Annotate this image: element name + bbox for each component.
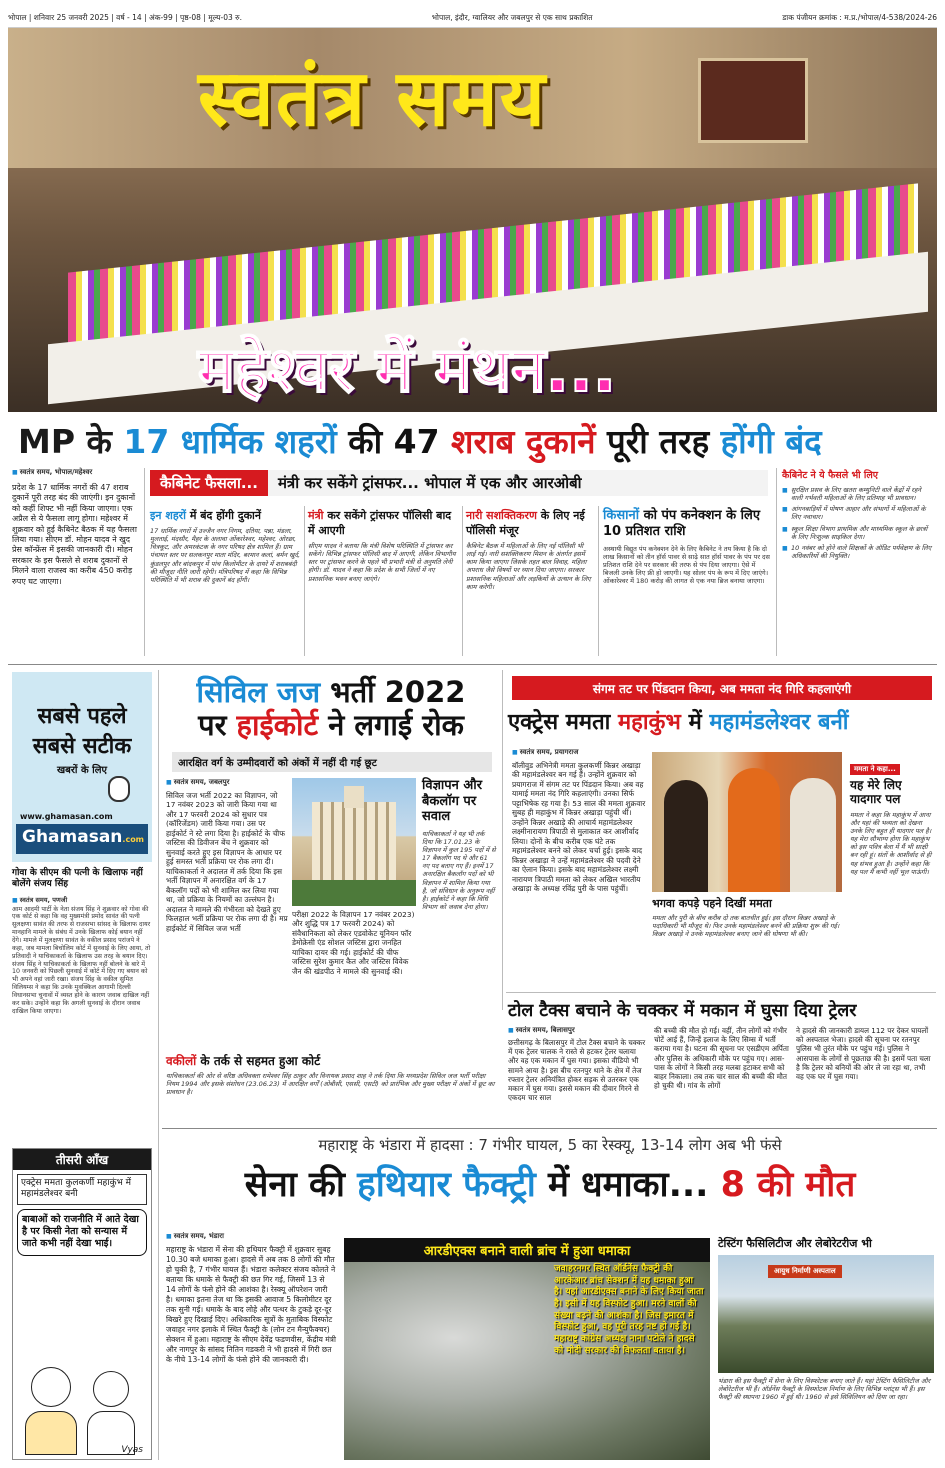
judge-headline bbox=[166, 676, 496, 743]
mamta-side-title: यह मेरे लिए यादगार पल bbox=[850, 778, 902, 807]
toll-body-1: छत्तीसगढ़ के बिलासपुर में टोल टैक्स बचाने के चक्कर में एक ट्रेलर चालक ने रास्ते से हटकर ट्रेलर चलाया और वह एक मकान में घुस गया। इसका वीडियो भी सामने आया है। इस बीच रतनपुर थाने के क्षेत्र में तेज रफ्तार ट्रेलर अनियंत्रित होकर सड़क से उतरकर एक मकान में घुस गया। इससे मकान की दीवार गिरने से एकदम चार साल bbox=[508, 1038, 646, 1103]
mamta-side-tag: ममता ने कहा... bbox=[850, 764, 900, 775]
blast-side-title: टेस्टिंग फैसिलिटीज और लेबोरेटरीज भी bbox=[718, 1237, 872, 1250]
cartoon-signature: Vyas bbox=[121, 1445, 143, 1455]
lead-byline: ■ स्वतंत्र समय, भोपाल/महेश्वर bbox=[12, 468, 140, 477]
ad-line-1: सबसे पहले bbox=[37, 704, 127, 729]
cartoon-caption: एक्ट्रेस ममता कुलकर्णी महाकुंभ में महामंडलेश्वर बनी bbox=[17, 1174, 147, 1205]
judge-sidebar bbox=[422, 778, 496, 911]
judge-h2-accent: हाईकोर्ट bbox=[236, 708, 319, 743]
judge-byline: ■ स्वतंत्र समय, जबलपुर bbox=[166, 778, 288, 787]
cartoon-figure-2 bbox=[93, 1371, 129, 1407]
mamta-figure-3 bbox=[790, 778, 836, 892]
box-title-rest: में बंद होंगी दुकानें bbox=[186, 509, 262, 522]
toll-col-1 bbox=[508, 1026, 648, 1103]
ad-line-2: सबसे सटीक bbox=[32, 734, 132, 759]
judge-h2-rest: ने लगाई रोक bbox=[318, 708, 464, 743]
box-title bbox=[466, 508, 594, 538]
masthead-registration: डाक पंजीयन क्रमांक : म.प्र./भोपाल/4-538/2024-26 bbox=[782, 12, 937, 22]
divider bbox=[776, 468, 777, 656]
masthead-editions: भोपाल, इंदौर, ग्वालियर और जबलपुर से एक साथ प्रकाशित bbox=[431, 12, 593, 22]
ad-brand bbox=[16, 824, 148, 854]
judge-side-title: विज्ञापन और बैकलॉग पर सवाल bbox=[422, 778, 483, 825]
divider bbox=[598, 506, 599, 656]
cabinet-strip-text: मंत्री कर सकेंगे ट्रांसफर... भोपाल में एक और आरओबी bbox=[277, 474, 582, 492]
cabinet-side bbox=[782, 468, 934, 563]
blast-sidebar bbox=[718, 1236, 934, 1401]
lead-photo bbox=[8, 28, 937, 412]
mamta-byline: ■ स्वतंत्र समय, प्रयागराज bbox=[512, 748, 646, 757]
box-title bbox=[603, 508, 771, 541]
highcourt-building bbox=[312, 802, 396, 882]
cabinet-box-transfer bbox=[308, 508, 458, 583]
judge-h1-rest: भर्ती 2022 bbox=[320, 675, 466, 709]
masthead-logo: स्वतंत्र समय bbox=[198, 53, 547, 144]
mamta-h-a: एक्ट्रेस ममता bbox=[508, 710, 618, 735]
toll-body-2: की बच्ची की मौत हो गई। वहीं, तीन लोगों को गंभीर चोटें आई हैं, जिन्हें इलाज के लिए सिम्स में भर्ती कराया गया है। घटना की सूचना पर एसडीएम अर्पिता और पुलिस के अधिकारी मौके पर पहुंच गए। आस-पास के लोगों ने किसी तरह मलबा हटाकर सभी को बाहर निकाला। तब तक चार साल की बच्ची की मौत हो चुकी थी। गांव के लोगों bbox=[654, 1026, 789, 1091]
box-title bbox=[150, 508, 300, 523]
goa-headline: गोवा के सीएम की पत्नी के खिलाफ नहीं बोलेंगे संजय सिंह bbox=[12, 868, 143, 890]
headline-part-2: 17 धार्मिक शहरों bbox=[123, 422, 337, 461]
box-body: अस्थायी विद्युत पंप कनेक्शन देने के लिए कैबिनेट ने तय किया है कि दो लाख किसानों को तीन हॉर्स पावर से साढ़े सात हॉर्स पावर के पंप पर दस प्रतिशत राशि देने पर सरकार की तरफ से पंप दिया जाएगा। ऐसे में बिजली उनके लिए फ्री हो जाएगी। यह सोलर पंप के रूप में दिए जाएंगे। ओंकारेश्वर में 180 करोड़ की लागत से एक नया ब्रिज बनाया जाएगा। bbox=[603, 544, 770, 585]
headline-part-3: की 47 bbox=[336, 422, 452, 461]
toll-headline: टोल टैक्स बचाने के चक्कर में मकान में घुसा दिया ट्रेलर bbox=[508, 1001, 857, 1021]
lawyer-title bbox=[166, 1052, 496, 1069]
blast-story bbox=[166, 1232, 336, 1365]
box-body: सीएम यादव ने बताया कि मंत्री विशेष परिस्थिति में ट्रांसफर कर सकेंगे। विभिन्न ट्रांसफर पॉलिसी बाद में आएगी, लेकिन विभागीय स्तर पर ट्रांसफर करने के पहले भी प्रभारी मंत्री से अनुमति लेनी होगी। डॉ. यादव ने कहा कि प्रदेश के सभी जिलों में नए प्रशासनिक भवन बनाए जाएंगे। bbox=[308, 542, 456, 583]
cartoon-tag: तीसरी आँख bbox=[13, 1149, 151, 1170]
lead-story bbox=[12, 468, 140, 587]
blast-photo-title: आरडीएक्स बनाने वाली ब्रांच में हुआ धमाका bbox=[344, 1238, 710, 1262]
list-item: ■ आंगनबाड़ियों में पोषण आहार और संभागों में महिलाओं के लिए नवाचार। bbox=[782, 505, 934, 521]
ad-url: www.ghamasan.com bbox=[20, 812, 113, 821]
headline-part-6: होंगी बंद bbox=[720, 422, 822, 461]
hospital-sign: आयुध निर्माणी अस्पताल bbox=[768, 1265, 842, 1278]
judge-side-body: याचिकाकर्ता ने यह भी तर्क दिया कि 17.01.23 के विज्ञापन में कुल 195 पदों में से 17 बैकलॉग पद थे और 61 नए पद बताए गए हैं। इनमें 17 अनारक्षित बैकलॉग पदों को भी विज्ञापन में शामिल किया गया है, जो संविधान के अनुरूप नहीं है। हाईकोर्ट ने कहा कि विधि विभाग को जवाब देना होगा। bbox=[422, 829, 496, 911]
list-item: ■ स्कूल शिक्षा विभाग प्राथमिक और माध्यमिक स्कूल के छात्रों के लिए निःशुल्क साइकिल देगा। bbox=[782, 525, 934, 541]
blast-h-b: हथियार फैक्ट्री bbox=[357, 1165, 536, 1205]
box-body: कैबिनेट बैठक में महिलाओं के लिए नई पॉलिसी भी लाई गई। नारी सशक्तिकरण मिशन के अंतर्गत इसमें काम किया जाएगा जिसके तहत बाल विवाह, महिला अपराध जैसे विषयों पर ध्यान दिया जाएगा। सरकार प्रशासनिक महिलाओं और लड़कियों के उत्थान के लिए काम करेगी। bbox=[466, 542, 591, 591]
judge-h2 bbox=[166, 709, 496, 742]
photo-screen bbox=[698, 58, 808, 143]
box-body: 17 धार्मिक नगरों में उज्जैन नगर निगम, दतिया, पन्ना, मंडला, मुलताई, मंदसौर, मैहर के अलावा ओंकारेश्वर, महेश्वर, ओरछा, चित्रकूट, और अमरकंटक के नगर परिषद क्षेत्र शामिल हैं। ग्राम पंचायत स्तर पर सलकनपुर माता मंदिर, बरमान कलां, बर्मन खुर्द, कुंडलपुर और बांदकपुर में पांच किलोमीटर के दायरे में शराबबंदी की मौजूदा नीति जारी रहेगी। मंत्रिपरिषद में कहा कि विभिन्न परिस्थिति में भी शराब की दुकानें बंद होंगी। bbox=[150, 527, 301, 584]
box-title-accent: मंत्री bbox=[308, 509, 324, 522]
section-divider bbox=[162, 1128, 937, 1129]
blast-h-c: में धमाका... bbox=[535, 1165, 721, 1205]
list-item: ■ 10 नवंबर को होने वाले शिक्षकों के ऑडिट पर्यवेक्षण के लिए अधिकारियों की नियुक्ति। bbox=[782, 544, 934, 560]
lawyer-title-rest: के तर्क से सहमत हुआ कोर्ट bbox=[196, 1054, 321, 1068]
box-title-accent: किसानों bbox=[603, 508, 640, 523]
lead-headline bbox=[18, 418, 938, 463]
mamta-figure-2 bbox=[728, 768, 780, 892]
toll-col-3 bbox=[796, 1026, 934, 1081]
ordnance-hospital-photo bbox=[718, 1255, 934, 1373]
cartoon-figure-1 bbox=[31, 1367, 71, 1407]
blast-photo bbox=[344, 1238, 710, 1460]
cabinet-strip bbox=[150, 470, 768, 496]
blast-byline: ■ स्वतंत्र समय, भंडारा bbox=[166, 1232, 336, 1241]
cabinet-side-title: कैबिनेट ने ये फैसले भी लिए bbox=[782, 470, 879, 481]
judge-story bbox=[166, 778, 288, 933]
mamta-side-body: ममता ने कहा कि महाकुंभ में आना और यहां की भव्यता को देखना उनके लिए बहुत ही यादगार पल है। यह मेरा सौभाग्य होगा कि महाकुंभ को इस पवित्र बेला में मैं भी साक्षी बन रही हूं। संतों के आशीर्वाद से ही यह संभव हुआ है। उन्होंने कहा कि यह पल मैं कभी नहीं भूल पाऊंगी। bbox=[850, 810, 932, 876]
headline-part-5: पूरी तरह bbox=[595, 422, 721, 461]
lead-body: प्रदेश के 17 धार्मिक नगरों की 47 शराब दुकानें पूरी तरह बंद की जाएंगी। इन दुकानों को कहीं शिफ्ट भी नहीं किया जाएगा। एक अप्रैल से ये फैसला लागू होगा। महेश्वर में शुक्रवार को हुई कैबिनेट बैठक में यह फैसला लिया गया। सीएम डॉ. मोहन यादव ने खुद प्रेस कॉन्फ्रेंस में इसकी जानकारी दी। मोहन सरकार के इस फैसले से शराब दुकानों से मिलने वाला राजस्व का करीब 450 करोड़ रुपए घट जाएगा। bbox=[12, 483, 137, 586]
cartoon bbox=[12, 1148, 152, 1460]
goa-story bbox=[12, 868, 152, 1016]
masthead-date: भोपाल | शनिवार 25 जनवरी 2025 | वर्ष - 14 | अंक-99 | पृष्ठ-08 | मूल्य-03 रु. bbox=[8, 12, 243, 22]
box-title bbox=[308, 508, 458, 538]
blast-overlay: जवाहरनगर स्थित ऑर्डनेंस फैक्ट्री की आरकेआर ब्रांच सेक्शन में यह धमाका हुआ है। यहां आरडीएक्स बनाने के लिए किया जाता है। इसी में यह विस्फोट हुआ। मरने वालों की संख्या बढ़ने की आशंका है। जिस इमारत में विस्फोट हुआ, वह पूरी तरह नष्ट हो गई है। महाराष्ट्र कांग्रेस अध्यक्ष नाना पटोले ने हादसे को मोदी सरकार की विफलता बताया है। bbox=[554, 1264, 704, 1356]
judge-story-2 bbox=[292, 910, 416, 976]
box-title-rest: के लिए नई पॉलिसी मंजूर bbox=[466, 509, 585, 537]
divider bbox=[502, 670, 503, 1010]
blast-h-a: सेना की bbox=[244, 1165, 358, 1205]
cabinet-box-farmers bbox=[603, 508, 771, 585]
mamta-sidebar bbox=[850, 756, 934, 876]
goa-body: आम आदमी पार्टी के नेता संजय सिंह ने शुक्रवार को गोवा की एक कोर्ट से कहा कि वह मुख्यमंत्री प्रमोद सावंत की पत्नी सुलक्षणा सावंत की तरफ से राजसभा सांसद के खिलाफ दायर मानहानि मामले के संबंध में उनके खिलाफ कोई बयान नहीं देंगे। मामले में मुलक्षणा सावंत के वकील प्रसाद परांजपे ने कहा, जब मामला बिचोलिम कोर्ट में सुनवाई के लिए आया, तो प्रतिवादी ने याचिकाकर्ता के खिलाफ उस तरह के बयान दिए। संजय सिंह ने याचिकाकर्ता के खिलाफ नहीं बोलने के बारे में 10 जनवरी को पिछली सुनवाई में कोर्ट में दिए गए बयान को भी अपने वहां जारी रखा। संजय सिंह के वकील सुमित विलियम्स ने कहा कि उनके मुवक्किल आगामी दिल्ली विधानसभा चुनावों में व्यस्त होने के कारण जवाब दाखिल नहीं कर सके। उन्होंने कहा कि अगली सुनवाई के दौरान जवाब दाखिल किया जाएगा। bbox=[12, 905, 151, 1015]
blast-body: महाराष्ट्र के भंडारा में सेना की हथियार फैक्ट्री में शुक्रवार सुबह 10.30 बजे धमाका हुआ। हादसे में अब तक 8 लोगों की मौत हो चुकी है, 7 गंभीर घायल हैं। भंडारा कलेक्टर संजय कोलते ने बताया कि धमाके से फैक्ट्री की छत गिर गई, जिसमें 13 से 14 लोगों के फंसे होने की आशंका है। रेस्क्यू ऑपरेशन जारी है। धमाका इतना तेज था कि इसकी आवाज 5 किलोमीटर दूर तक सुनी गई। धमाके के बाद लोहे और पत्थर के टुकड़े दूर-दूर बिखरे हुए दिखाई दिए। अधिकारिक सूत्रों के मुताबिक विस्फोट जवाहर नगर इलाके में स्थित फैक्ट्री के (लोन टन मैन्युफैक्चर) सेक्शन में हुआ। महाराष्ट्र के सीएम देवेंद्र फडणवीस, केंद्रीय मंत्री और नागपुर के सांसद नितिन गडकरी ने भी हादसे में गिरी छत के नीचे 13-14 लोगों के फंसे होने की जानकारी दी। bbox=[166, 1245, 336, 1365]
ghamasan-ad bbox=[12, 672, 152, 862]
lawyer-title-accent: वकीलों bbox=[166, 1054, 197, 1068]
mamta-caption-title: भगवा कपड़े पहने दिखीं ममता bbox=[652, 897, 772, 910]
cabinet-side-list bbox=[782, 486, 934, 560]
mamta-h-d: महामंडलेश्वर बनीं bbox=[709, 710, 849, 735]
divider bbox=[144, 468, 145, 656]
highcourt-photo bbox=[292, 778, 416, 906]
box-title-rest: कर सकेंगे ट्रांसफर पॉलिसी बाद में आएगी bbox=[308, 509, 452, 537]
blast-side-body: भंडारा की इस फैक्ट्री में सेना के लिए विस्फोटक बनाए जाते हैं। यहां टेस्टिंग फैसिलिटीज और लेबोरेटरीज भी हैं। ऑर्डनेंस फैक्ट्री के विस्फोटक निर्माण के लिए विभिन्न प्लांट्स भी हैं। इस फैक्ट्री की स्थापना 1960 में हुई थी। 1960 से इसे सिविलियन को दिया जा रहा। bbox=[718, 1377, 931, 1402]
mamta-caption-body: ममता और पुरी के बीच करीब दो तक बातचीत हुई। इस दौरान किन्नर अखाड़े के पदाधिकारी भी मौजूद थे। फिर उनके महामंडलेश्वर बनने की प्रक्रिया शुरू की गई। किन्नर अखाड़े ने उनके महामंडलेश्वर बनाए जाने की घोषणा भी की। bbox=[652, 914, 840, 939]
section-divider bbox=[506, 992, 936, 993]
ad-brand-name: Ghamasan bbox=[22, 827, 123, 847]
judge-body: सिविल जज भर्ती 2022 का विज्ञापन, जो 17 नवंबर 2023 को जारी किया गया था और 17 फरवरी 2024 को सुधार पत्र (कॉरिजेंडम) जारी किया गया। उस पर हाईकोर्ट ने स्टे लगा दिया है। हाईकोर्ट के चीफ जस्टिस की डिवीजन बेंच ने शुक्रवार को सुनवाई करते हुए इस विज्ञापन के आधार पर हुई समस्त भर्ती प्रक्रिया पर रोक लगा दी। याचिकाकर्ता ने अदालत में तर्क दिया कि इस भर्ती विज्ञापन में अनारक्षित वर्ग के 17 बैकलॉग पदों को भी शामिल कर लिया गया था, जो प्रक्रिया के नियमों का उल्लंघन है। अदालत ने मामले की गंभीरता को देखते हुए फिलहाल भर्ती प्रक्रिया पर रोक लगा दी है। मप्र हाईकोर्ट में सिविल जज भर्ती bbox=[166, 791, 288, 933]
section-divider bbox=[8, 664, 937, 665]
mamta-photo-caption bbox=[652, 896, 842, 938]
mamta-headline bbox=[508, 706, 938, 736]
ad-brand-sub: .com bbox=[122, 835, 145, 844]
judge-h2-a: पर bbox=[198, 708, 237, 743]
divider bbox=[158, 670, 159, 1460]
headline-part-1: MP के bbox=[18, 422, 124, 461]
judge-subhead: आरक्षित वर्ग के उम्मीदवारों को अंकों में नहीं दी गई छूट bbox=[172, 752, 492, 772]
goa-byline: ■ स्वतंत्र समय, पणजी bbox=[12, 895, 152, 904]
cabinet-tag: कैबिनेट फैसला... bbox=[150, 470, 268, 496]
toll-col-2 bbox=[654, 1026, 790, 1091]
cabinet-box-cities bbox=[150, 508, 300, 584]
lead-banner: महेश्वर में मंथन... bbox=[198, 333, 617, 406]
divider bbox=[462, 506, 463, 656]
highcourt-tower bbox=[344, 786, 364, 808]
list-item: ■ सुरक्षित प्रसव के लिए खतरा कम्युनिटी वाले केंद्रों में रहने वाली गर्भवती महिलाओं के लिए प्रतिमाह भी प्रावधान। bbox=[782, 486, 934, 502]
cabinet-box-women bbox=[466, 508, 594, 591]
judge-h1-accent: सिविल जज bbox=[196, 675, 321, 709]
headline-part-4: शराब दुकानें bbox=[451, 422, 596, 461]
highcourt-trees bbox=[292, 880, 416, 906]
mamta-h-b: महाकुंभ bbox=[618, 710, 681, 735]
box-title-rest: को पंप कनेक्शन के लिए 10 प्रतिशत राशि bbox=[603, 508, 761, 540]
cartoon-bubble: बाबाओं को राजनीति में आते देखा है पर किसी नेता को सन्यास में जाते कभी नहीं देखा भाई। bbox=[17, 1209, 147, 1256]
lawyer-box bbox=[166, 1052, 496, 1096]
masthead-strip bbox=[8, 8, 937, 28]
mamta-strip: संगम तट पर पिंडदान किया, अब ममता नंद गिरि कहलाएंगी bbox=[512, 676, 932, 700]
mamta-story bbox=[512, 748, 646, 894]
blast-headline bbox=[164, 1160, 936, 1207]
judge-h1 bbox=[166, 676, 496, 709]
judge-body-2: परीक्षा 2022 के विज्ञापन 17 नवंबर 2023) और शुद्धि पत्र 17 फरवरी 2024) को संवैधानिकता को लेकर एडवोकेट यूनियन फॉर डेमोक्रेसी एंड सोशल जस्टिस द्वारा जनहित याचिका दायर की गई। हाईकोर्ट की चीफ जस्टिस सुरेश कुमार कैत और जस्टिस विवेक जैन की खंडपीठ ने मामले की सुनवाई की। bbox=[292, 910, 415, 976]
mouse-icon bbox=[108, 776, 130, 802]
mamta-photo bbox=[652, 752, 842, 892]
box-title-accent: इन शहरों bbox=[150, 509, 187, 522]
mamta-figure-1 bbox=[664, 780, 708, 892]
box-title-accent: नारी सशक्तिकरण bbox=[466, 509, 537, 522]
blast-h-d: 8 की मौत bbox=[720, 1165, 856, 1205]
cartoon-body-1 bbox=[25, 1411, 77, 1455]
toll-body-3: ने हादसे की जानकारी डायल 112 पर देकर घायलों को अस्पताल भेजा। हादसे की सूचना पर रतनपुर पुलिस भी तुरंत मौके पर पहुंच गई। पुलिस ने आसपास के लोगों से पूछताछ की है। इसमें पता चला है कि ट्रेलर को बनियों की ओर ले जा रहा था, तभी वह एक घर में घुस गया। bbox=[796, 1026, 931, 1082]
ad-line-3: खबरों के लिए bbox=[56, 765, 108, 776]
divider bbox=[304, 506, 305, 656]
blast-kicker: महाराष्ट्र के भंडारा में हादसा : 7 गंभीर घायल, 5 का रेस्क्यू, 13-14 लोग अब भी फंसे bbox=[318, 1136, 782, 1154]
mamta-h-c: में bbox=[680, 710, 710, 735]
mamta-body: बॉलीवुड अभिनेत्री ममता कुलकर्णी किन्नर अखाड़ा की महामंडलेश्वर बन गई हैं। उन्होंने शुक्रवार को प्रयागराज में संगम तट पर पिंडदान किया। अब वह यामाई ममता नंद गिरि कहलाएंगी। उनका सिर्फ पट्टाभिषेक रह गया है। 53 साल की ममता शुक्रवार सुबह ही महाकुंभ में किन्नर अखाड़ा पहुंची थीं। उन्होंने किन्नर अखाड़े की आचार्य महामंडलेश्वर लक्ष्मीनारायण त्रिपाठी से मुलाकात कर आशीर्वाद लिया। दोनों के बीच करीब एक घंटे तक महामंडलेश्वर बनने को लेकर चर्चा हुई। इसके बाद किन्नर अखाड़ा ने उन्हें महामंडलेश्वर की पदवी देने का ऐलान किया। इसके बाद महामंडलेश्वर लक्ष्मी नारायण त्रिपाठी ममता को लेकर अखिल भारतीय अखाड़ा के अध्यक्ष रविंद्र पुरी के पास पहुंचीं। bbox=[512, 761, 646, 894]
lawyer-body: याचिकाकर्ता की ओर से वरिष्ठ अधिवक्ता रामेश्वर सिंह ठाकुर और विनायक प्रसाद शाह ने तर्क दिया कि मध्यप्रदेश सिविल जज भर्ती परीक्षा नियम 1994 और इसके संशोधन (23.06.23) में आरक्षित वर्गों (ओबीसी, एससी, एसटी) को प्रारंभिक और मुख्य परीक्षा में अंकों में छूट का प्रावधान है। bbox=[166, 1072, 495, 1097]
toll-byline: ■ स्वतंत्र समय, बिलासपुर bbox=[508, 1026, 648, 1035]
